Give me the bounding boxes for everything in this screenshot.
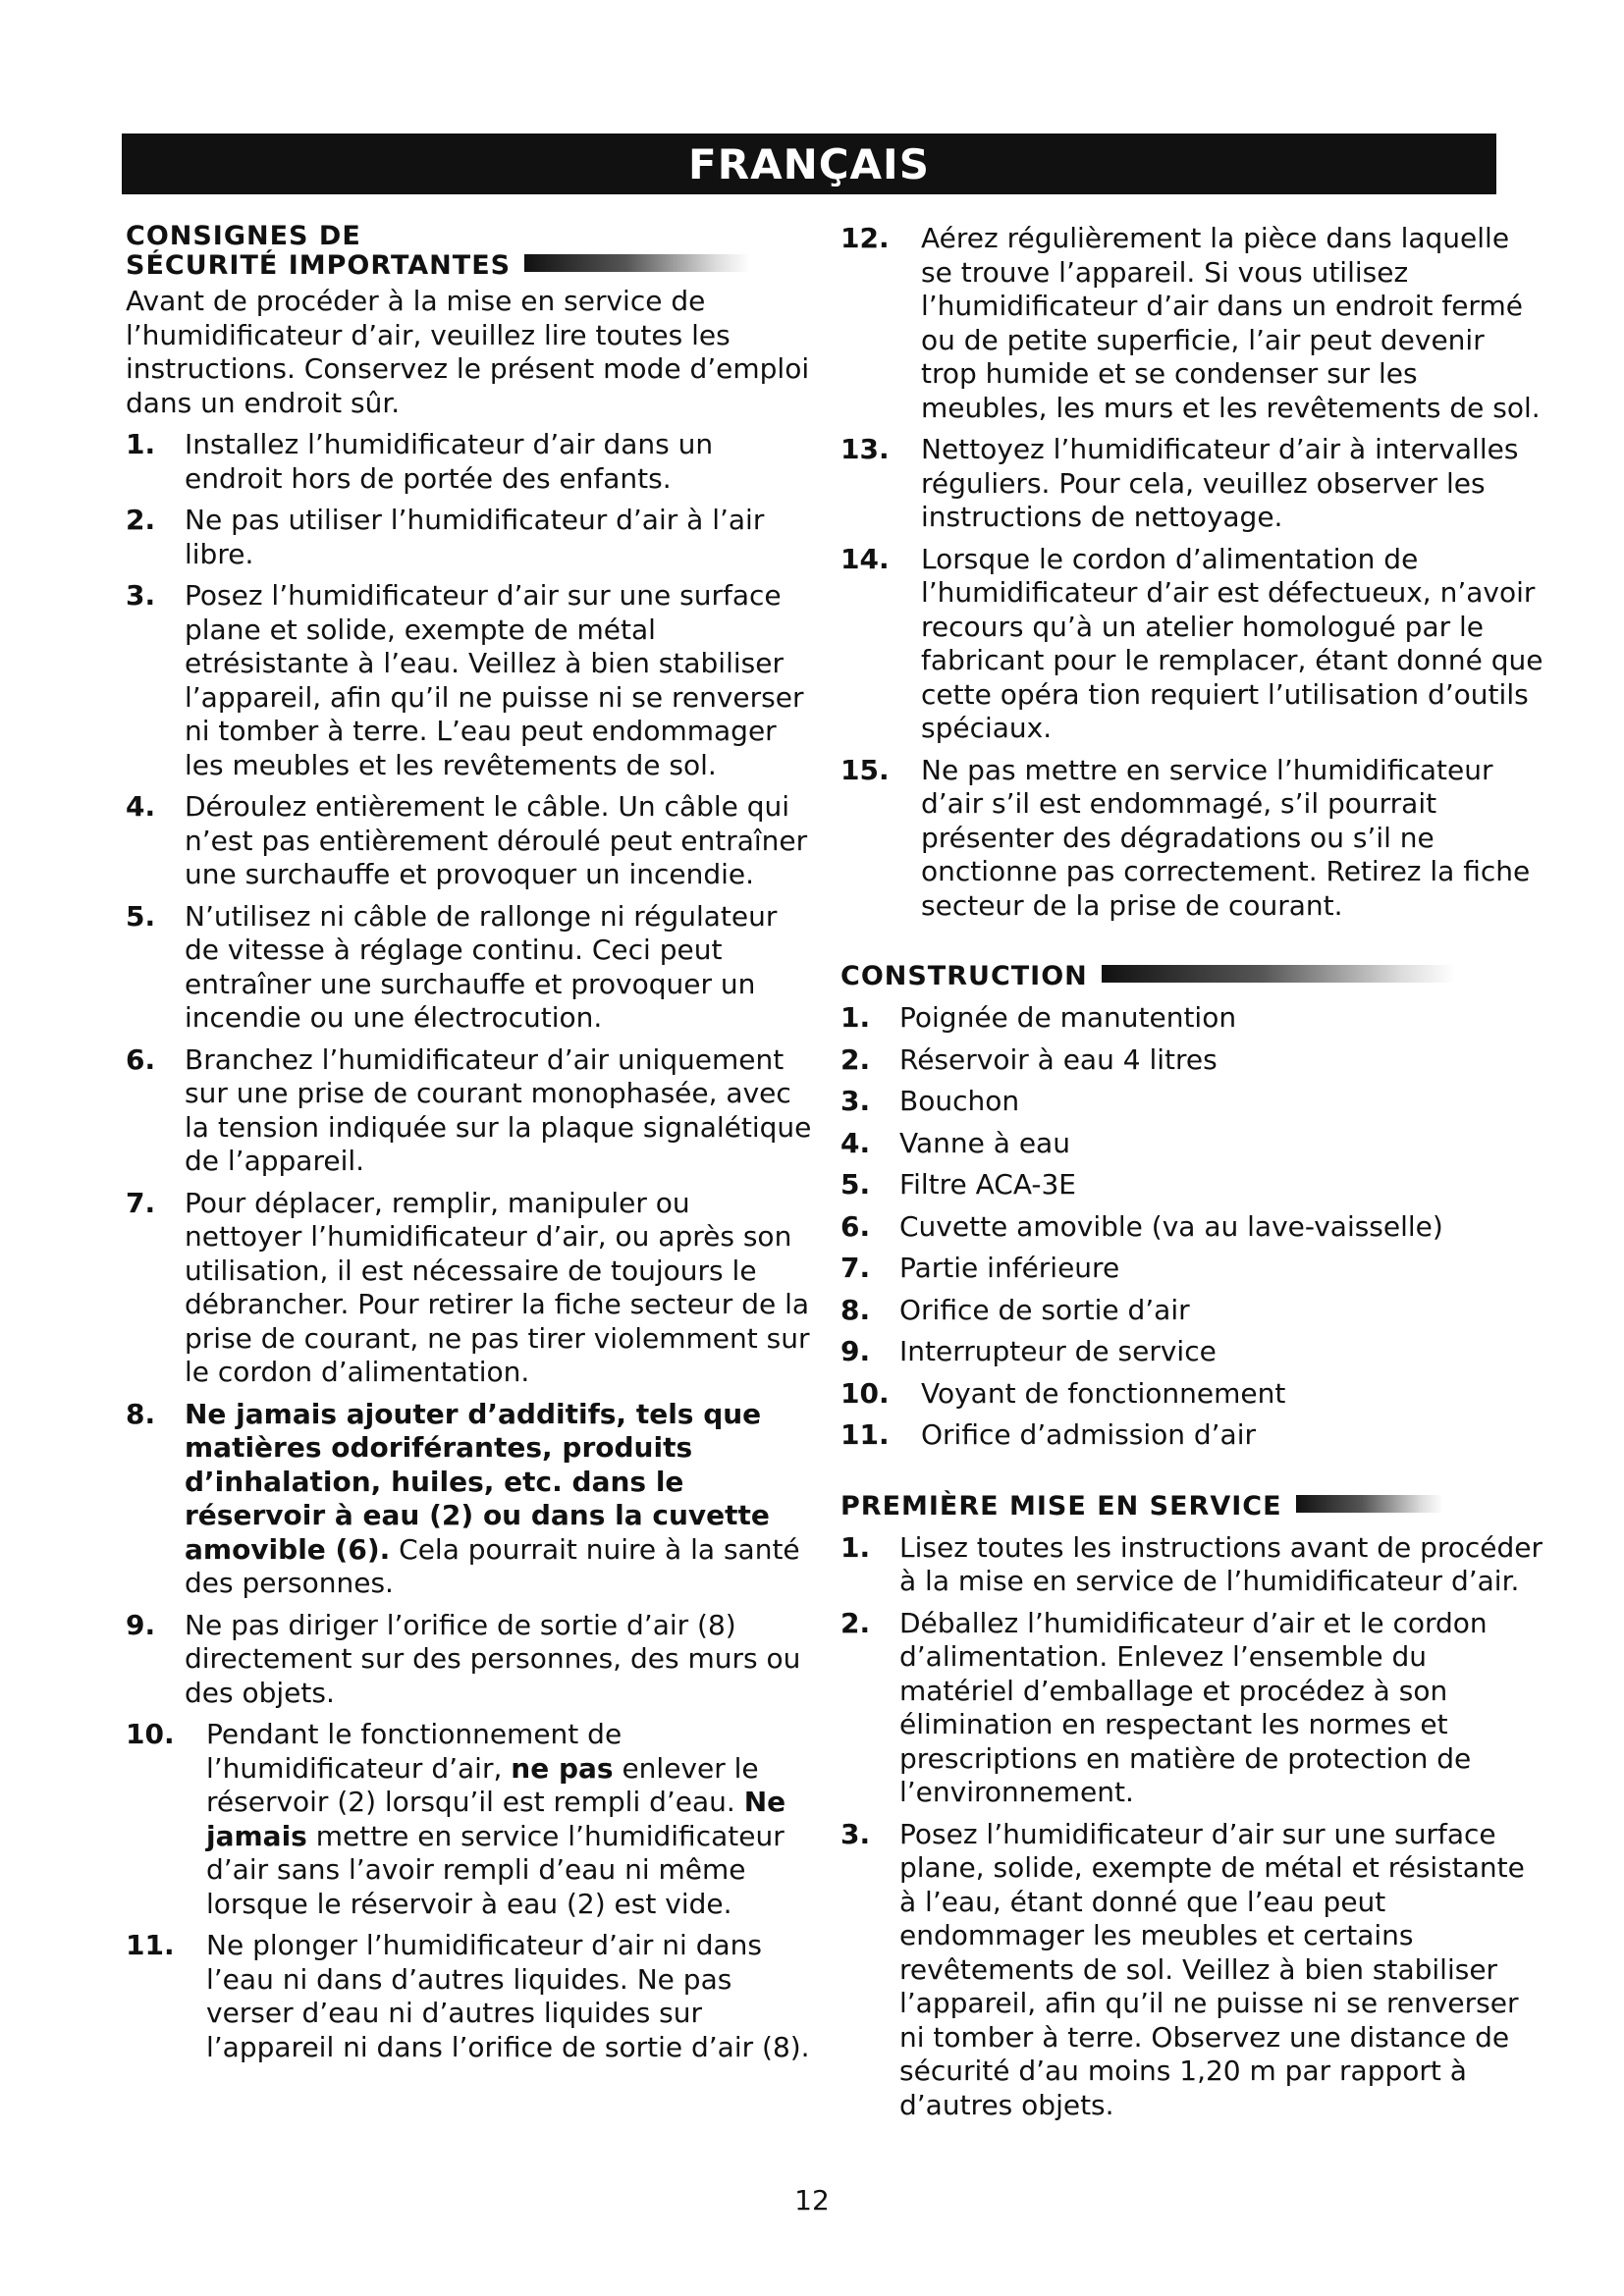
language-banner — [122, 133, 1496, 194]
construction-item-10 — [840, 1377, 1547, 1412]
item-number: 2. — [840, 1042, 871, 1076]
safety-item-10 — [126, 1718, 813, 1921]
safety-list-continued — [840, 222, 1547, 923]
item-number: 5. — [126, 899, 156, 933]
item-number: 6. — [126, 1042, 156, 1076]
item-text: Vanne à eau — [899, 1126, 1070, 1159]
construction-item-7 — [840, 1252, 1547, 1286]
item-text: Ne pas utiliser l’humidificateur d’air à l’air libre. — [185, 504, 765, 570]
first-use-item-2 — [840, 1607, 1547, 1810]
item-text: Réservoir à eau 4 litres — [899, 1042, 1218, 1076]
safety-item-9 — [126, 1609, 813, 1711]
construction-item-1 — [840, 1001, 1547, 1036]
first-use-heading-text: PREMIÈRE MISE EN SERVICE — [840, 1490, 1282, 1522]
item-text — [185, 1398, 813, 1601]
item-text: Posez l’humidificateur d’air sur une surface plane, solide, exempte de métal et résistante à l’eau, étant donné que l’eau peut endommager les meubles et certains revêtements de sol. Veillez à bien stabiliser l’appareil, afin qu’il ne puisse ni se renverser ni tomber à terre. Observez une distance de sécurité d’au moins 1,20 m par rapport à d’autres objets. — [899, 1817, 1525, 2121]
item-number: 12. — [840, 222, 890, 254]
item-text-part: enlever le réservoir (2) lorsqu’il est rempli d’eau. — [206, 1751, 759, 1818]
safety-item-15 — [840, 754, 1547, 924]
item-text: Orifice de sortie d’air — [899, 1293, 1190, 1326]
safety-item-5 — [126, 900, 813, 1036]
item-bold-text: Ne jamais — [206, 1786, 786, 1852]
safety-item-8 — [126, 1398, 813, 1601]
safety-item-3 — [126, 579, 813, 782]
item-text: Ne pas diriger l’orifice de sortie d’air (8) directement sur des personnes, des murs ou des objets. — [185, 1608, 801, 1709]
item-number: 9. — [126, 1608, 156, 1641]
item-text: Nettoyez l’humidificateur d’air à intervalles réguliers. Pour cela, veuillez observer les instructions de nettoyage. — [921, 433, 1519, 533]
item-text: Lisez toutes les instructions avant de procéder à la mise en service de l’humidificateur d’air. — [899, 1530, 1543, 1597]
item-number: 3. — [840, 1817, 871, 1850]
item-number: 1. — [840, 1530, 871, 1564]
item-text: Cuvette amovible (va au lave-vaisselle) — [899, 1209, 1443, 1243]
construction-item-8 — [840, 1294, 1547, 1328]
item-number: 1. — [840, 1001, 871, 1034]
safety-heading-line2: SÉCURITÉ IMPORTANTES — [126, 250, 512, 281]
item-number: 11. — [126, 1929, 175, 1961]
construction-heading — [840, 962, 1547, 991]
item-text: Partie inférieure — [899, 1252, 1120, 1284]
item-text: Déballez l’humidificateur d’air et le cordon d’alimentation. Enlevez l’ensemble du matériel d’emballage et procédez à son élimination en respectant les normes et prescriptions en matière de protection de l’environnement. — [899, 1606, 1488, 1808]
safety-list — [126, 428, 813, 2064]
page-number: 12 — [794, 2184, 830, 2216]
item-text: Interrupteur de service — [899, 1335, 1217, 1367]
safety-item-1 — [126, 428, 813, 496]
safety-item-11 — [126, 1929, 813, 2064]
item-text: Installez l’humidificateur d’air dans un endroit hors de portée des enfants. — [185, 428, 714, 495]
safety-item-14 — [840, 543, 1547, 746]
construction-heading-text: CONSTRUCTION — [840, 961, 1088, 991]
item-text: Voyant de fonctionnement — [921, 1376, 1286, 1410]
item-text: Branchez l’humidificateur d’air uniquement sur une prise de courant monophasée, avec la tension indiquée sur la plaque signalétique de l’appareil. — [185, 1042, 812, 1177]
safety-intro: Avant de procéder à la mise en service de l’humidificateur d’air, veuillez lire toutes les instructions. Conservez le présent mode d’emploi dans un endroit sûr. — [126, 285, 810, 419]
construction-item-5 — [840, 1168, 1547, 1202]
item-text — [206, 1718, 813, 1921]
item-text: Filtre ACA-3E — [899, 1168, 1076, 1201]
safety-item-2 — [126, 504, 813, 571]
construction-item-2 — [840, 1043, 1547, 1078]
item-text: Déroulez entièrement le câble. Un câble qui n’est pas entièrement déroulé peut entraîner une surchauffe et provoquer un incendie. — [185, 790, 808, 890]
first-use-heading — [840, 1492, 1547, 1522]
safety-item-12 — [840, 222, 1547, 425]
item-number: 4. — [126, 790, 156, 823]
heading-gradient-bar — [1296, 1495, 1443, 1513]
first-use-list — [840, 1531, 1547, 2123]
item-text: Ne pas mettre en service l’humidificateur d’air s’il est endommagé, s’il pourrait présenter des dégradations ou s’il ne onctionne pas correctement. Retirez la fiche secteur de la prise de courant. — [921, 753, 1531, 922]
item-number: 5. — [840, 1168, 871, 1201]
item-rest-text: Cela pourrait nuire à la santé des personnes. — [185, 1532, 800, 1599]
item-text: Lorsque le cordon d’alimentation de l’humidificateur d’air est défectueux, n’avoir recours qu’à un atelier homologué par le fabricant pour le remplacer, étant donné que cette opéra tion requiert l’utilisation d’outils spéciaux. — [921, 542, 1543, 744]
item-number: 7. — [840, 1252, 871, 1284]
construction-item-11 — [840, 1418, 1547, 1453]
construction-item-3 — [840, 1085, 1547, 1119]
construction-list — [840, 1001, 1547, 1453]
banner-title: FRANÇAIS — [688, 139, 930, 188]
heading-gradient-bar — [1102, 965, 1455, 983]
first-use-item-3 — [840, 1818, 1547, 2123]
item-number: 1. — [126, 428, 156, 460]
item-bold-text: ne pas — [511, 1751, 614, 1785]
item-bold-text: Ne jamais ajouter d’additifs, tels que matières odoriférantes, produits d’inhalation, huiles, etc. dans le réservoir à eau (2) ou dans la cuvette amovible (6). — [185, 1397, 770, 1566]
item-number: 15. — [840, 753, 890, 786]
safety-item-6 — [126, 1043, 813, 1179]
safety-item-4 — [126, 790, 813, 892]
safety-heading-line1: CONSIGNES DE — [126, 221, 361, 251]
item-number: 3. — [840, 1085, 871, 1117]
item-number: 14. — [840, 542, 890, 575]
item-text: Orifice d’admission d’air — [921, 1418, 1257, 1451]
item-number: 6. — [840, 1209, 871, 1243]
safety-item-13 — [840, 433, 1547, 535]
item-text: N’utilisez ni câble de rallonge ni régulateur de vitesse à réglage continu. Ceci peut entraîner une surchauffe et provoquer un incendie ou une électrocution. — [185, 899, 778, 1034]
item-number: 8. — [126, 1397, 156, 1430]
item-text-part: mettre en service l’humidificateur d’air sans l’avoir rempli d’eau ni même lorsque le réservoir à eau (2) est vide. — [206, 1819, 785, 1920]
item-text: Bouchon — [899, 1085, 1020, 1117]
item-text-part: Pendant le fonctionnement de l’humidificateur d’air, — [206, 1718, 623, 1785]
construction-item-9 — [840, 1335, 1547, 1369]
safety-item-7 — [126, 1187, 813, 1390]
item-number: 3. — [126, 579, 156, 612]
construction-item-4 — [840, 1127, 1547, 1161]
construction-item-6 — [840, 1210, 1547, 1245]
safety-heading — [126, 222, 813, 281]
right-column — [840, 222, 1547, 2130]
item-number: 4. — [840, 1126, 871, 1159]
heading-gradient-bar — [524, 254, 750, 272]
left-column — [126, 222, 813, 2072]
item-number: 2. — [840, 1606, 871, 1639]
item-text: Posez l’humidificateur d’air sur une surface plane et solide, exempte de métal etrésistante à l’eau. Veillez à bien stabiliser l’appareil, afin qu’il ne puisse ni se renverser ni tomber à terre. L’eau peut endommager les meubles et les revêtements de sol. — [185, 579, 804, 781]
item-number: 10. — [840, 1376, 890, 1410]
item-text: Poignée de manutention — [899, 1001, 1237, 1034]
item-number: 13. — [840, 433, 890, 465]
item-number: 7. — [126, 1186, 156, 1219]
item-text: Ne plonger l’humidificateur d’air ni dans l’eau ni dans d’autres liquides. Ne pas verser d’eau ni d’autres liquides sur l’appareil ni dans l’orifice de sortie d’air (8). — [206, 1929, 810, 2063]
item-number: 9. — [840, 1335, 871, 1367]
item-text: Aérez régulièrement la pièce dans laquelle se trouve l’appareil. Si vous utilisez l’humidificateur d’air dans un endroit fermé ou de petite superficie, l’air peut devenir trop humide et se condenser sur les meubles, les murs et les revêtements de sol. — [921, 222, 1541, 424]
item-number: 11. — [840, 1418, 890, 1451]
first-use-item-1 — [840, 1531, 1547, 1599]
item-number: 2. — [126, 504, 156, 536]
item-number: 8. — [840, 1293, 871, 1326]
item-text: Pour déplacer, remplir, manipuler ou nettoyer l’humidificateur d’air, ou après son utilisation, il est nécessaire de toujours le débrancher. Pour retirer la fiche secteur de la prise de courant, ne pas tirer violemment sur le cordon d’alimentation. — [185, 1186, 810, 1388]
item-number: 10. — [126, 1718, 175, 1750]
